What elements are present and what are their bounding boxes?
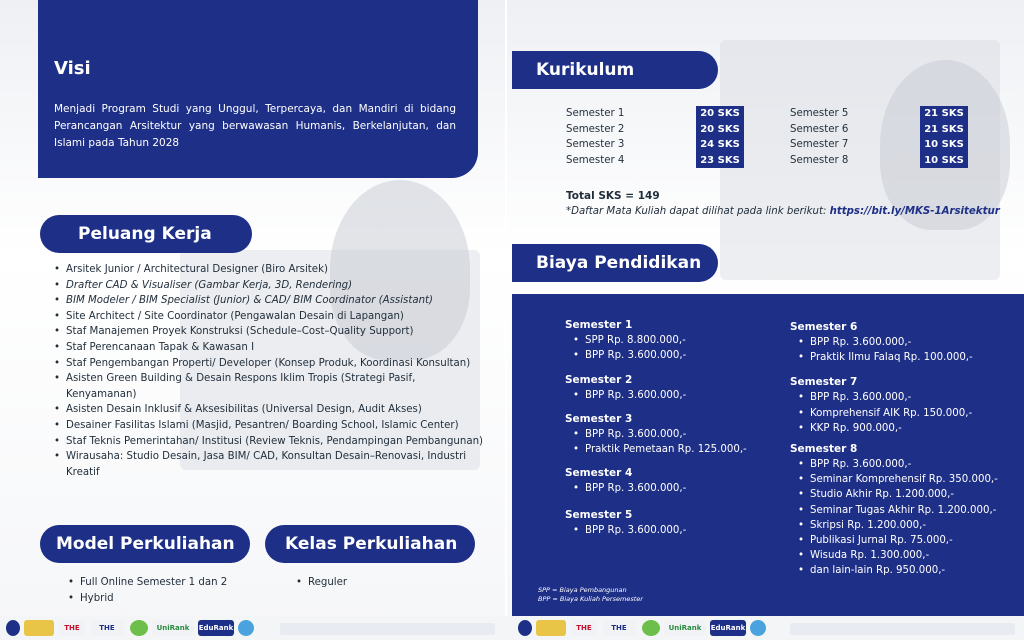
list-item: • Reguler — [294, 575, 474, 591]
the-impact-logo — [90, 620, 124, 636]
accreditation-badge-icon — [536, 620, 566, 636]
biaya-title: Biaya Pendidikan — [536, 253, 702, 273]
table-row — [790, 122, 968, 138]
semester-label: Semester 5 — [790, 108, 849, 120]
curriculum-link[interactable]: https://bit.ly/MKS-1Arsitektur — [829, 206, 1000, 217]
fee-item: • dan lain-lain Rp. 950.000,- — [790, 563, 998, 578]
kelas-perkuliahan-title: Kelas Perkuliahan — [285, 534, 458, 554]
semester-label: Semester 2 — [566, 123, 625, 135]
fee-item: • BPP Rp. 3.600.000,- — [565, 523, 747, 538]
fee-item: • BPP Rp. 3.600.000,- — [790, 335, 998, 350]
sks-badge: 20 SKS — [696, 106, 744, 122]
fee-item: • BPP Rp. 3.600.000,- — [790, 390, 998, 405]
model-perkuliahan-heading — [40, 525, 250, 563]
logo-text: THE — [576, 624, 592, 632]
page-divider — [505, 0, 507, 640]
list-item: • Staf Perencanaan Tapak & Kawasan I — [52, 340, 484, 356]
fee-item: • BPP Rp. 3.600.000,- — [565, 427, 747, 442]
logo-text: UniRank — [156, 624, 190, 632]
peluang-kerja-heading — [40, 215, 252, 253]
the-ranking-logo — [570, 620, 598, 636]
partner-logo-icon — [750, 620, 766, 636]
fee-item: • Seminar Komprehensif Rp. 350.000,- — [790, 472, 998, 487]
contact-bar-left — [280, 623, 495, 635]
list-item: • Asisten Desain Inklusif & Aksesibilitas (Universal Design, Audit Akses) — [52, 402, 484, 418]
peluang-kerja-title: Peluang Kerja — [78, 224, 212, 244]
fee-legend — [538, 586, 643, 604]
peluang-kerja-list — [52, 262, 484, 480]
legend-item: SPP = Biaya Pembangunan — [538, 586, 627, 594]
biaya-heading — [512, 244, 718, 282]
list-item: • Staf Teknis Pemerintahan/ Institusi (Review Teknis, Pendampingan Pembangunan) — [52, 434, 484, 450]
model-perkuliahan-list — [66, 575, 266, 606]
university-seal-icon — [518, 620, 532, 636]
note-text: *Daftar Mata Kuliah dapat dilihat pada link berikut: — [566, 206, 830, 217]
logo-text: THE — [611, 624, 627, 632]
kurikulum-table-right — [790, 106, 968, 168]
table-row — [566, 137, 744, 153]
kurikulum-heading — [512, 51, 718, 89]
unirank-logo — [664, 620, 706, 636]
the-ranking-logo — [58, 620, 86, 636]
partner-logo-icon — [238, 620, 254, 636]
semester-label: Semester 3 — [566, 139, 625, 151]
contact-bar-right — [790, 623, 1015, 635]
unirank-logo — [152, 620, 194, 636]
fee-semester: Semester 5 — [565, 509, 633, 522]
table-row — [790, 137, 968, 153]
sks-badge: 21 SKS — [920, 122, 968, 138]
sks-badge: 20 SKS — [696, 122, 744, 138]
fee-semester: Semester 3 — [565, 412, 633, 425]
sks-badge: 10 SKS — [920, 153, 968, 169]
fee-column-left — [565, 318, 747, 538]
list-item: • Arsitek Junior / Architectural Designer (Biro Arsitek) — [52, 262, 484, 278]
edurank-logo — [710, 620, 746, 636]
fee-item: • BPP Rp. 3.600.000,- — [790, 457, 998, 472]
table-row — [566, 106, 744, 122]
university-seal-icon — [6, 620, 20, 636]
model-perkuliahan-title: Model Perkuliahan — [56, 534, 235, 554]
table-row — [566, 153, 744, 169]
list-item: • Drafter CAD & Visualiser (Gambar Kerja, 3D, Rendering) — [52, 278, 484, 294]
fee-column-right — [790, 320, 998, 579]
sks-badge: 21 SKS — [920, 106, 968, 122]
sks-badge: 24 SKS — [696, 137, 744, 153]
fee-item: • BPP Rp. 3.600.000,- — [565, 481, 747, 496]
fee-item: • Studio Akhir Rp. 1.200.000,- — [790, 487, 998, 502]
logo-text: UniRank — [668, 624, 702, 632]
kurikulum-table-left — [566, 106, 744, 168]
accreditation-badge-icon — [24, 620, 54, 636]
fee-semester: Semester 1 — [565, 319, 633, 331]
sks-badge: 23 SKS — [696, 153, 744, 169]
semester-label: Semester 7 — [790, 139, 849, 151]
fee-item: • Praktik Ilmu Falaq Rp. 100.000,- — [790, 350, 998, 365]
fee-semester: Semester 8 — [790, 443, 858, 456]
fee-item: • BPP Rp. 3.600.000,- — [565, 388, 747, 403]
list-item: • Staf Manajemen Proyek Konstruksi (Schedule–Cost–Quality Support) — [52, 324, 484, 340]
curriculum-note — [566, 206, 1000, 217]
fee-item: • Seminar Tugas Akhir Rp. 1.200.000,- — [790, 503, 998, 518]
list-item: • Hybrid — [66, 591, 266, 607]
fee-item: • KKP Rp. 900.000,- — [790, 421, 998, 436]
sks-badge: 10 SKS — [920, 137, 968, 153]
fee-semester: Semester 2 — [565, 374, 633, 387]
fee-semester: Semester 7 — [790, 376, 858, 389]
fee-item: • Praktik Pemetaan Rp. 125.000,- — [565, 442, 747, 457]
edurank-logo — [198, 620, 234, 636]
kelas-perkuliahan-heading — [265, 525, 475, 563]
green-metric-icon — [130, 620, 148, 636]
kurikulum-title: Kurikulum — [536, 60, 635, 80]
logo-text: EduRank — [710, 624, 746, 632]
table-row — [790, 106, 968, 122]
kelas-perkuliahan-list — [294, 575, 474, 591]
logo-text: EduRank — [198, 624, 234, 632]
total-sks: Total SKS = 149 — [566, 190, 660, 202]
list-item: • BIM Modeler / BIM Specialist (Junior) & CAD/ BIM Coordinator (Assistant) — [52, 293, 484, 309]
visi-title: Visi — [54, 58, 91, 79]
list-item: • Site Architect / Site Coordinator (Pengawalan Desain di Lapangan) — [52, 309, 484, 325]
fee-item: • SPP Rp. 8.800.000,- — [565, 333, 747, 348]
visi-text: Menjadi Program Studi yang Unggul, Terpercaya, dan Mandiri di bidang Perancangan Arsitektur yang berwawasan Humanis, Berkelanjutan, dan Islami pada Tahun 2028 — [54, 103, 456, 149]
fee-semester: Semester 4 — [565, 467, 633, 480]
semester-label: Semester 4 — [566, 154, 625, 166]
visi-section — [38, 0, 478, 178]
fee-item: • Wisuda Rp. 1.300.000,- — [790, 548, 998, 563]
list-item: • Desainer Fasilitas Islami (Masjid, Pesantren/ Boarding School, Islamic Center) — [52, 418, 484, 434]
fee-item: • Publikasi Jurnal Rp. 75.000,- — [790, 533, 998, 548]
logo-text: THE — [64, 624, 80, 632]
semester-label: Semester 8 — [790, 154, 849, 166]
list-item: • Wirausaha: Studio Desain, Jasa BIM/ CAD, Konsultan Desain–Renovasi, Industri Kreatif — [52, 449, 484, 480]
legend-item: BPP = Biaya Kuliah Persemester — [538, 595, 643, 603]
list-item: • Staf Pengembangan Properti/ Developer (Konsep Produk, Koordinasi Konsultan) — [52, 356, 484, 372]
green-metric-icon — [642, 620, 660, 636]
list-item: • Asisten Green Building & Desain Respons Iklim Tropis (Strategi Pasif, Kenyamanan) — [52, 371, 484, 402]
table-row — [566, 122, 744, 138]
fee-item: • Komprehensif AIK Rp. 150.000,- — [790, 406, 998, 421]
fee-item: • BPP Rp. 3.600.000,- — [565, 348, 747, 363]
semester-label: Semester 6 — [790, 123, 849, 135]
semester-label: Semester 1 — [566, 108, 625, 120]
fee-item: • Skripsi Rp. 1.200.000,- — [790, 518, 998, 533]
logo-text: THE — [99, 624, 115, 632]
list-item: • Full Online Semester 1 dan 2 — [66, 575, 266, 591]
the-impact-logo — [602, 620, 636, 636]
table-row — [790, 153, 968, 169]
fee-semester: Semester 6 — [790, 321, 858, 333]
